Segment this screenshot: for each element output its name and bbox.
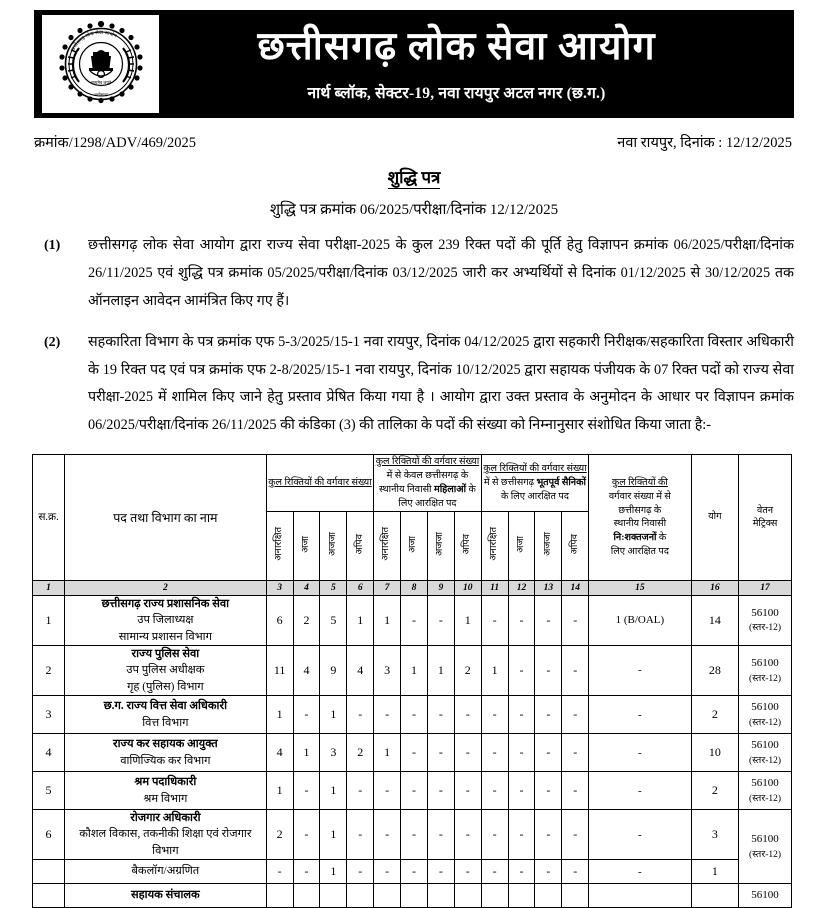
cell-category-count: - [508,645,535,695]
cell-category-count: 1 [320,810,347,860]
cell-category-count: - [401,734,428,772]
header-group-disabled-reserved [589,455,691,581]
cgpsc-emblem-icon [42,15,159,113]
table-body [33,595,792,907]
cell-category-count: - [535,734,562,772]
cell-disabled-reserved: - [589,696,691,734]
cell-category-count: 9 [320,645,347,695]
header-group-ex-servicemen-reserved [481,455,589,512]
colnum-4: 4 [293,580,320,595]
cell-serial: 5 [33,772,65,810]
post-name: रोजगार अधिकारी [130,812,201,824]
cell-category-count: 1 [401,645,428,695]
cat-label: अजजा [327,532,338,557]
cell-category-count: - [535,696,562,734]
g2l3c: के [466,483,476,495]
cell-category-count: - [535,772,562,810]
cell-category-count: - [347,810,374,860]
cell-pay-matrix [739,772,792,810]
header-pay-l1: वेतन [756,504,774,516]
cell-category-count: 1 [320,696,347,734]
header-cat-sc-3 [508,511,535,580]
post-name: छत्तीसगढ़ राज्य प्रशासनिक सेवा [101,597,230,610]
cell-category-count: - [293,810,320,860]
table-row [33,860,792,884]
g2l3b: महिलाओं [433,483,467,495]
cat-label: अनारक्षित [273,527,284,562]
paragraph-1-number: (1) [44,238,61,253]
cell-category-count [508,884,535,908]
g3l1: कुल रिक्तियों की वर्गवार संख्या [483,463,587,475]
cell-category-count: 3 [320,734,347,772]
cell-category-count [481,884,508,908]
post-name: सहायक संचालक [131,889,200,902]
cell-category-count [535,884,562,908]
post-detail-line: कौशल विकास, तकनीकी शिक्षा एवं रोजगार [79,828,252,841]
post-name: राज्य कर सहायक आयुक्त [113,738,218,751]
cell-category-count: - [454,772,481,810]
header-total [691,455,739,581]
cell-pay-matrix [739,810,792,884]
page-title-text: शुद्धि पत्र [387,168,441,187]
paragraph-2 [30,329,798,441]
cell-category-count: - [347,696,374,734]
cell-category-count: - [427,860,454,884]
cell-category-count: - [535,645,562,695]
cell-pay-matrix [739,884,792,908]
cell-pay-matrix [739,595,792,645]
cell-category-count: - [562,696,589,734]
g2l1: कुल रिक्तियों की वर्गवार संख्या [375,456,480,468]
cell-category-count: - [374,696,401,734]
cell-disabled-reserved [589,884,691,908]
g2l4: लिए आरक्षित पद [398,497,457,509]
cell-category-count: - [562,810,589,860]
pay-amount: 56100 [751,657,779,670]
cat-label: अपिव [569,534,580,555]
cell-post-dept [65,860,267,884]
cell-total: 14 [691,595,739,645]
paragraph-1 [30,232,798,316]
cell-serial: 1 [33,595,65,645]
cell-category-count: - [427,810,454,860]
header-cat-st-3 [535,511,562,580]
table-row [33,595,792,645]
cell-category-count: 3 [374,645,401,695]
cell-category-count: - [401,772,428,810]
cell-total: 3 [691,810,739,860]
pay-amount: 56100 [751,833,779,846]
paragraph-2-number: (2) [44,334,61,350]
cell-category-count: - [508,810,535,860]
pay-amount: 56100 [751,889,779,902]
post-name: छ.ग. राज्य वित्त सेवा अधिकारी [103,700,228,713]
meta-row [34,132,792,152]
cell-category-count: - [481,860,508,884]
cell-category-count: - [508,595,535,645]
header-group-women-reserved [374,455,482,512]
table-row [33,772,792,810]
cell-serial: 3 [33,696,65,734]
g4l6: लिए आरक्षित पद [610,546,669,558]
cat-label: अजजा [435,532,446,557]
table-row [33,734,792,772]
cell-category-count: 1 [481,645,508,695]
cell-total: 2 [691,772,739,810]
cell-category-count [562,884,589,908]
cell-category-count: 2 [454,645,481,695]
cell-serial [33,860,65,884]
post-detail-line: सामान्य प्रशासन विभाग [118,630,212,643]
cell-serial: 6 [33,810,65,860]
table-row [33,810,792,860]
colnum-11: 11 [481,580,508,595]
cell-category-count: 5 [320,595,347,645]
colnum-6: 6 [347,580,374,595]
g3l2a: में से छत्तीसगढ़ [483,476,537,488]
cell-category-count [266,884,293,908]
cell-category-count: 1 [266,696,293,734]
cell-category-count: - [481,810,508,860]
cell-category-count: 4 [293,645,320,695]
cell-category-count: - [508,772,535,810]
cell-post-dept [65,595,267,645]
cell-total [691,884,739,908]
cell-category-count: - [454,734,481,772]
cat-label: अजा [515,535,526,553]
cell-serial: 2 [33,645,65,695]
header-cat-st-2 [427,511,454,580]
cat-label: अपिव [354,534,365,555]
cell-category-count: 4 [347,645,374,695]
banner-text-block [159,25,794,103]
post-name: राज्य पुलिस सेवा [131,647,200,660]
paragraph-2-text: सहकारिता विभाग के पत्र क्रमांक एफ 5-3/2025/15-1 नवा रायपुर, दिनांक 04/12/2025 द्वारा सहकारी निरीक्षक/सहकारिता विस्तार अधिकारी के 19 रिक्त पद एवं पत्र क्रमांक एफ 2-8/2025/15-1 नवा रायपुर, दिनांक 10/12/2025 द्वारा सहायक पंजीयक के 07 रिक्त पदों को राज्य सेवा परीक्षा-2025 में शामिल किए जाने हेतु प्रस्ताव प्रेषित किया गया है । आयोग द्वारा उक्त प्रस्ताव के अनुमोदन के आधार पर विज्ञापन क्रमांक 06/2025/परीक्षा/दिनांक 26/11/2025 की कंडिका (3) की तालिका के पदों की संख्या को निम्नानुसार संशोधित किया जाता है:- [88,333,794,434]
g2l2: में से केवल छत्तीसगढ़ के [386,470,469,482]
organization-title: छत्तीसगढ़ लोक सेवा आयोग [257,25,656,69]
header-cat-unreserved-1 [266,511,293,580]
pay-amount: 56100 [751,606,779,619]
cat-label: अपिव [462,534,472,555]
cell-disabled-reserved: - [589,772,691,810]
cell-pay-matrix [739,645,792,695]
pay-amount: 56100 [751,701,779,714]
cell-category-count [374,884,401,908]
post-detail-line: उप पुलिस अधीक्षक [126,664,205,677]
header-group-total-vacancies [266,455,374,512]
header-cat-unreserved-3 [481,511,508,580]
table-row [33,696,792,734]
cell-category-count: - [427,734,454,772]
header-cat-sc-2 [401,511,428,580]
cat-label: अजजा [542,532,553,557]
page-subtitle: शुद्धि पत्र क्रमांक 06/2025/परीक्षा/दिनांक 12/12/2025 [269,202,559,218]
cell-category-count: - [481,772,508,810]
cell-category-count: - [562,595,589,645]
cell-disabled-reserved: - [589,860,691,884]
cell-category-count: 4 [266,734,293,772]
vacancy-table [32,454,792,908]
cell-post-dept [65,645,267,695]
cell-serial: 4 [33,734,65,772]
cell-category-count: - [454,860,481,884]
cell-category-count: - [374,772,401,810]
cell-category-count: - [401,696,428,734]
colnum-8: 8 [401,580,428,595]
cat-label: अनारक्षित [381,527,392,562]
header-cat-unreserved-2 [374,511,401,580]
cell-post-dept [65,810,267,860]
header-pay-l2: मेट्रिक्स [752,518,778,530]
cell-category-count: - [562,645,589,695]
svg-text:सत्यमेव जयते: सत्यमेव जयते [90,80,111,85]
colnum-12: 12 [508,580,535,595]
colnum-2: 2 [65,580,267,595]
cell-category-count: 1 [347,595,374,645]
cell-category-count: 1 [266,772,293,810]
cat-label: अजा [300,535,311,553]
cell-total: 28 [691,645,739,695]
cell-category-count: - [293,860,320,884]
header-pay-matrix [739,455,792,581]
cell-category-count: 6 [266,595,293,645]
cell-category-count [454,884,481,908]
colnum-7: 7 [374,580,401,595]
cell-category-count: - [374,810,401,860]
cell-category-count: - [347,772,374,810]
header-post-dept: पद तथा विभाग का नाम [65,455,267,581]
colnum-1: 1 [33,580,65,595]
cell-category-count: - [347,860,374,884]
cell-post-dept [65,772,267,810]
cell-disabled-reserved: - [589,810,691,860]
g3l3: के लिए आरक्षित पद [500,490,569,502]
cell-category-count: 2 [266,810,293,860]
header-cat-obc-1 [347,511,374,580]
colnum-16: 16 [691,580,739,595]
pay-level: (स्तर-12) [749,849,782,860]
cell-category-count [320,884,347,908]
cell-pay-matrix [739,734,792,772]
header-cat-sc-1 [293,511,320,580]
svg-text:छत्तीसगढ़: छत्तीसगढ़ [93,92,108,97]
pay-level: (स्तर-12) [749,755,782,766]
table-row [33,645,792,695]
cell-category-count: 1 [293,734,320,772]
cell-category-count: - [508,696,535,734]
cell-category-count: - [293,696,320,734]
g4l3: छत्तीसगढ़ के [618,504,662,516]
g3l2b: भूतपूर्व सैनिकों [536,476,586,488]
colnum-5: 5 [320,580,347,595]
g4l5a: नि:शक्तजनों [613,532,657,544]
cell-pay-matrix [739,696,792,734]
cell-category-count: 1 [374,595,401,645]
cell-category-count: - [454,810,481,860]
cell-post-dept [65,696,267,734]
pay-level: (स्तर-12) [749,673,782,684]
colnum-13: 13 [535,580,562,595]
cell-category-count: 1 [320,860,347,884]
cell-category-count: - [481,595,508,645]
place-and-date: नवा रायपुर, दिनांक : 12/12/2025 [617,135,792,151]
cell-category-count: - [535,860,562,884]
cell-category-count: - [454,696,481,734]
page-title [30,165,798,188]
post-detail-line: बैकलॉग/अग्रणित [131,865,200,878]
cell-category-count: - [374,860,401,884]
header-total-text: योग [708,511,722,523]
cell-category-count: - [562,772,589,810]
header-group-total-vacancies-text: कुल रिक्तियों की वर्गवार संख्या [268,476,372,488]
cat-label: अनारक्षित [488,527,499,562]
table-header-row-1 [33,455,792,512]
g4l4: स्थानीय निवासी [613,518,667,530]
g4l5b: के [656,532,667,544]
post-detail-line: श्रम विभाग [143,792,188,805]
g4l1: कुल रिक्तियों की [611,476,668,488]
g2l3a: स्थानीय निवासी [379,483,434,495]
cell-category-count: 1 [427,645,454,695]
cell-category-count: - [481,734,508,772]
cell-post-dept [65,734,267,772]
cell-category-count: 11 [266,645,293,695]
colnum-15: 15 [589,580,691,595]
pay-amount: 56100 [751,777,779,790]
cell-total: 10 [691,734,739,772]
post-name: श्रम पदाधिकारी [134,776,197,789]
cell-category-count: 2 [293,595,320,645]
post-detail-line: वित्त विभाग [142,716,189,729]
header-cat-obc-2 [454,511,481,580]
post-detail-line: वाणिज्यिक कर विभाग [120,754,211,767]
svg-text:छत्तीसगढ़ लोक सेवा आयोग: छत्तीसगढ़ लोक सेवा आयोग [70,30,117,53]
cell-post-dept [65,884,267,908]
post-detail-line: विभाग [152,844,179,857]
cell-category-count: 1 [320,772,347,810]
colnum-14: 14 [562,580,589,595]
cell-category-count: - [508,734,535,772]
cell-total: 2 [691,696,739,734]
cell-category-count: - [266,860,293,884]
cell-category-count: - [535,595,562,645]
cell-category-count: - [293,772,320,810]
post-detail-line: उप जिलाध्यक्ष [137,614,194,627]
cell-total: 1 [691,860,739,884]
colnum-17: 17 [739,580,792,595]
pay-level: (स्तर-12) [749,623,782,634]
cell-category-count: - [562,860,589,884]
post-detail-line: गृह (पुलिस) विभाग [127,680,204,693]
cell-category-count: - [401,595,428,645]
cell-category-count: - [508,860,535,884]
reference-number: क्रमांक/1298/ADV/469/2025 [34,135,196,151]
cell-category-count: 2 [347,734,374,772]
cell-category-count: - [427,696,454,734]
cell-category-count [401,884,428,908]
cell-category-count: - [535,810,562,860]
colnum-10: 10 [454,580,481,595]
cell-disabled-reserved: 1 (B/OAL) [589,595,691,645]
cell-disabled-reserved: - [589,734,691,772]
pay-level: (स्तर-12) [749,717,782,728]
paragraph-1-text: छत्तीसगढ़ लोक सेवा आयोग द्वारा राज्य सेवा परीक्षा-2025 के कुल 239 रिक्त पदों की पूर्ति हेतु विज्ञापन क्रमांक 06/2025/परीक्षा/दिनांक 26/11/2025 एवं शुद्धि पत्र क्रमांक 05/2025/परीक्षा/दिनांक 03/12/2025 जारी कर अभ्यर्थियों से दिनांक 01/12/2025 से 30/12/2025 तक ऑनलाइन आवेदन आमंत्रित किए गए हैं। [88,237,794,309]
cell-category-count: 1 [374,734,401,772]
organization-address: नार्थ ब्लॉक, सेक्टर-19, नवा रायपुर अटल नगर (छ.ग.) [307,84,606,102]
colnum-3: 3 [266,580,293,595]
cell-category-count [347,884,374,908]
cell-serial [33,884,65,908]
cell-disabled-reserved: - [589,645,691,695]
cell-category-count: - [427,772,454,810]
g4l2: वर्गवार संख्या में से [608,490,671,502]
pay-level: (स्तर-12) [749,793,782,804]
colnum-9: 9 [427,580,454,595]
header-banner [34,10,794,118]
cell-category-count: - [562,734,589,772]
pay-amount: 56100 [751,739,779,752]
cell-category-count: - [401,810,428,860]
cell-category-count: - [481,696,508,734]
header-serial: स.क्र. [33,455,65,581]
cell-category-count [293,884,320,908]
cell-category-count: - [427,595,454,645]
table-row [33,884,792,908]
cell-category-count: 1 [454,595,481,645]
header-cat-obc-3 [562,511,589,580]
cat-label: अजा [408,535,419,553]
cell-category-count [427,884,454,908]
header-cat-st-1 [320,511,347,580]
table-column-number-row [33,580,792,595]
cell-category-count: - [401,860,428,884]
